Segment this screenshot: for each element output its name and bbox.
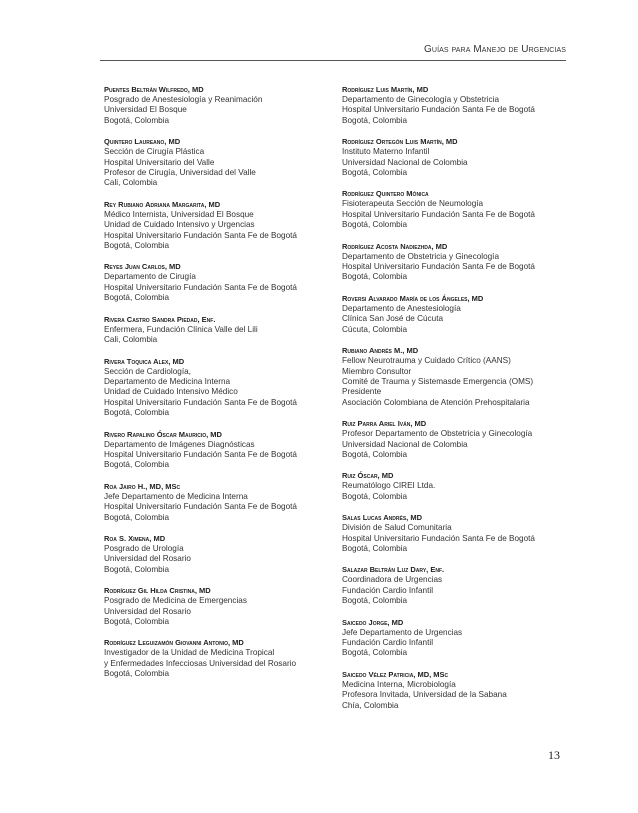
affiliation-line: Hospital Universitario Fundación Santa Fe de Bogotá [342, 262, 535, 272]
affiliation-line: Hospital Universitario Fundación Santa Fe de Bogotá [104, 230, 297, 240]
contributor-entry [342, 137, 577, 178]
contributor-entry [342, 670, 577, 711]
affiliation-line: Clínica San José de Cúcuta [342, 314, 444, 324]
contributor-entry [104, 586, 334, 627]
affiliation-line: Bogotá, Colombia [104, 115, 170, 125]
affiliation-line: Bogotá, Colombia [104, 617, 170, 626]
affiliation-line: Fisioterapeuta Sección de Neumología [342, 199, 484, 209]
contributor-name: Roa S. Ximena, MD [104, 533, 166, 543]
affiliation-line: Departamento de Imágenes Diagnósticas [104, 439, 255, 449]
affiliation-line: Departamento de Obstetricia y Ginecología [342, 251, 500, 261]
contributor-entry [104, 85, 334, 126]
right-column [342, 85, 577, 722]
contributor-entry [342, 294, 577, 335]
header-rule [100, 60, 566, 61]
contributor-name: Rodríguez Gil Hilda Cristina, MD [104, 586, 211, 596]
contributor-name: Saicedo Jorge, MD [342, 617, 404, 627]
affiliation-line: Bogotá, Colombia [342, 491, 408, 501]
affiliation-line: Universidad del Rosario [104, 606, 191, 616]
left-column [104, 85, 334, 691]
affiliation-line: Posgrado de Anestesiología y Reanimación [104, 95, 263, 104]
contributor-entry [342, 242, 577, 283]
affiliation-line: Hospital Universitario Fundación Santa Fe de Bogotá [342, 105, 535, 115]
contributor-entry [104, 357, 334, 419]
affiliation-line: Miembro Consultor [342, 366, 412, 376]
affiliation-line: Bogotá, Colombia [342, 543, 408, 553]
affiliation-line: Hospital Universitario Fundación Santa Fe de Bogotá [104, 397, 297, 407]
affiliation-line: Hospital Universitario Fundación Santa Fe de Bogotá [342, 209, 535, 219]
affiliation-line: Hospital Universitario Fundación Santa Fe de Bogotá [342, 533, 535, 543]
affiliation-line: Jefe Departamento de Urgencias [342, 627, 463, 637]
contributor-name: Rodríguez Acosta Nadiezhda, MD [342, 241, 448, 251]
affiliation-line: Coordinadora de Urgencias [342, 575, 443, 585]
affiliation-line: Chía, Colombia [342, 700, 399, 710]
affiliation-line: Bogotá, Colombia [104, 564, 170, 574]
affiliation-line: Bogotá, Colombia [342, 220, 408, 230]
contributor-name: Reyes Juan Carlos, MD [104, 262, 181, 272]
affiliation-line: Investigador de la Unidad de Medicina Tropical [104, 648, 275, 658]
contributor-entry [104, 534, 334, 575]
affiliation-line: Profesor Departamento de Obstetricia y Ginecología [342, 429, 533, 439]
contributor-entry [104, 200, 334, 252]
affiliation-line: Fellow Neurotrauma y Cuidado Crítico (AANS) [342, 356, 511, 366]
contributor-entry [342, 85, 577, 126]
affiliation-line: Bogotá, Colombia [342, 272, 408, 282]
contributor-entry [342, 471, 577, 502]
affiliation-line: Unidad de Cuidado Intensivo Médico [104, 387, 238, 397]
affiliation-line: Médico Internista, Universidad El Bosque [104, 209, 254, 219]
affiliation-line: Bogotá, Colombia [342, 115, 408, 125]
affiliation-line: Profesora Invitada, Universidad de la Sabana [342, 690, 507, 700]
contributor-entry [104, 638, 334, 679]
affiliation-line: Bogotá, Colombia [342, 168, 408, 178]
affiliation-line: Hospital Universitario del Valle [104, 157, 215, 167]
affiliation-line: Medicina Interna, Microbiología [342, 679, 456, 689]
contributor-entry [104, 430, 334, 471]
affiliation-line: Fundación Cardio Infantil [342, 638, 434, 647]
affiliation-line: Cali, Colombia [104, 178, 158, 188]
affiliation-line: Universidad Nacional de Colombia [342, 157, 468, 167]
contributor-name: Puentes Beltrán Wilfredo, MD [104, 85, 204, 94]
running-header: Guías para Manejo de Urgencias [424, 44, 566, 55]
contributor-name: Quintero Laureano, MD [104, 137, 181, 147]
affiliation-line: Sección de Cirugía Plástica [104, 147, 205, 157]
affiliation-line: Universidad del Rosario [104, 554, 191, 564]
affiliation-line: Departamento de Medicina Interna [104, 376, 231, 386]
affiliation-line: Profesor de Cirugía, Universidad del Valle [104, 168, 256, 178]
contributor-entry [104, 482, 334, 523]
affiliation-line: División de Salud Comunitaria [342, 523, 452, 533]
affiliation-line: Instituto Materno Infantil [342, 147, 430, 157]
contributor-entry [104, 315, 334, 346]
affiliation-line: y Enfermedades Infecciosas Universidad del Rosario [104, 658, 297, 668]
contributor-name: Rivero Rapalino Óscar Mauricio, MD [104, 429, 222, 439]
contributor-name: Ruiz Óscar, MD [342, 471, 394, 481]
contributor-name: Rodríguez Ortegón Luis Martín, MD [342, 137, 458, 147]
contributor-entry [342, 618, 577, 659]
contributor-entry [342, 189, 577, 230]
contributor-entry [342, 346, 577, 408]
affiliation-line: Departamento de Cirugía [104, 272, 196, 282]
contributor-name: Rivera Castro Sandra Piedad, Enf. [104, 314, 216, 324]
contributor-entry [342, 419, 577, 460]
affiliation-line: Fundación Cardio Infantil [342, 585, 434, 595]
affiliation-line: Bogotá, Colombia [342, 648, 408, 658]
affiliation-line: Jefe Departamento de Medicina Interna [104, 491, 248, 501]
affiliation-line: Bogotá, Colombia [104, 669, 170, 679]
affiliation-line: Universidad El Bosque [104, 105, 187, 115]
contributor-name: Rodríguez Luis Martín, MD [342, 85, 429, 94]
affiliation-line: Hospital Universitario Fundación Santa Fe de Bogotá [104, 449, 297, 459]
contributor-entry [104, 137, 334, 189]
affiliation-line: Cúcuta, Colombia [342, 324, 408, 334]
contributor-name: Rey Rubiano Adriana Margarita, MD [104, 199, 221, 209]
affiliation-line: Asociación Colombiana de Atención Prehospitalaria [342, 397, 530, 407]
affiliation-line: Bogotá, Colombia [104, 293, 170, 303]
affiliation-line: Posgrado de Medicina de Emergencias [104, 596, 247, 606]
affiliation-line: Sección de Cardiología, [104, 366, 191, 376]
affiliation-line: Bogotá, Colombia [342, 449, 408, 459]
contributor-entry [104, 262, 334, 303]
contributor-name: Rubiano Andrés M., MD [342, 346, 419, 356]
affiliation-line: Hospital Universitario Fundación Santa Fe de Bogotá [104, 502, 297, 512]
affiliation-line: Bogotá, Colombia [104, 241, 170, 251]
contributor-entry [342, 565, 577, 606]
affiliation-line: Posgrado de Urología [104, 543, 184, 553]
contributor-name: Roversi Alvarado María de los Ángeles, MD [342, 293, 484, 303]
affiliation-line: Bogotá, Colombia [104, 460, 170, 470]
affiliation-line: Hospital Universitario Fundación Santa Fe de Bogotá [104, 282, 297, 292]
contributor-name: Rivera Toquica Alex, MD [104, 356, 185, 366]
contributor-name: Rodríguez Leguizamón Giovanni Antonio, MD [104, 638, 244, 648]
affiliation-line: Bogotá, Colombia [104, 512, 170, 522]
page-number: 13 [548, 748, 560, 762]
affiliation-line: Bogotá, Colombia [104, 408, 170, 418]
affiliation-line: Departamento de Ginecología y Obstetricia [342, 95, 500, 104]
affiliation-line: Cali, Colombia [104, 335, 158, 345]
contributor-name: Ruiz Parra Ariel Iván, MD [342, 419, 427, 429]
affiliation-line: Presidente [342, 387, 382, 397]
affiliation-line: Enfermera, Fundación Clínica Valle del Lili [104, 324, 258, 334]
contributor-name: Roa Jairo H., MD, MSc [104, 481, 181, 491]
contributor-entry [342, 513, 577, 554]
contributor-name: Rodríguez Quintero Mónica [342, 189, 429, 199]
contributor-name: Saicedo Vélez Patricia, MD, MSc [342, 669, 449, 679]
contributor-name: Salas Lucas Andrés, MD [342, 513, 423, 523]
affiliation-line: Comité de Trauma y Sistemasde Emergencia (OMS) [342, 376, 534, 386]
contributor-name: Salazar Beltrán Luz Dary, Enf. [342, 565, 445, 575]
affiliation-line: Departamento de Anestesiología [342, 303, 461, 313]
affiliation-line: Unidad de Cuidado Intensivo y Urgencias [104, 220, 255, 230]
affiliation-line: Bogotá, Colombia [342, 596, 408, 606]
affiliation-line: Reumatólogo CIREI Ltda. [342, 481, 436, 491]
affiliation-line: Universidad Nacional de Colombia [342, 439, 468, 449]
